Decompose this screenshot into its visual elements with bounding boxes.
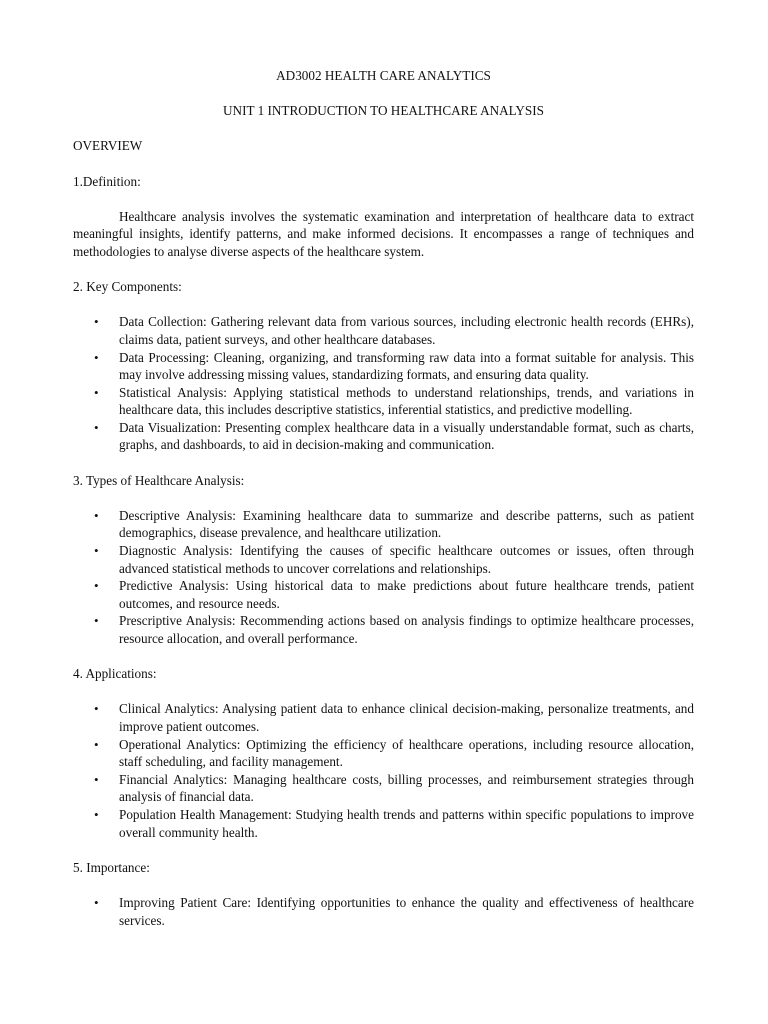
bullet-icon: • bbox=[94, 701, 99, 717]
importance-heading: 5. Importance: bbox=[73, 859, 150, 875]
list-item bbox=[73, 384, 694, 419]
list-item bbox=[73, 894, 694, 929]
list-item bbox=[73, 806, 694, 841]
bullet-icon: • bbox=[94, 771, 99, 787]
bullet-icon: • bbox=[94, 578, 99, 594]
bullet-icon: • bbox=[94, 507, 99, 523]
types-heading: 3. Types of Healthcare Analysis: bbox=[73, 472, 245, 488]
list-item-text: Data Visualization: Presenting complex healthcare data in a visually understandable format, such as charts, graphs, and dashboards, to aid in decision-making and communication. bbox=[119, 419, 694, 453]
list-item bbox=[73, 542, 694, 577]
list-item-text: Financial Analytics: Managing healthcare costs, billing processes, and reimbursement strategies through analysis of financial data. bbox=[119, 771, 694, 805]
bullet-icon: • bbox=[94, 419, 99, 435]
definition-heading: 1.Definition: bbox=[73, 173, 141, 189]
key-components-heading: 2. Key Components: bbox=[73, 279, 182, 295]
list-item bbox=[73, 612, 694, 647]
list-item-text: Diagnostic Analysis: Identifying the causes of specific healthcare outcomes or issues, often through advanced statistical methods to uncover correlations and relationships. bbox=[119, 543, 694, 576]
list-item-text: Predictive Analysis: Using historical data to make predictions about future healthcare trends, patient outcomes, and resource needs. bbox=[119, 578, 694, 611]
bullet-icon: • bbox=[94, 806, 99, 822]
list-item bbox=[73, 349, 694, 384]
list-item bbox=[73, 700, 694, 735]
list-item-text: Statistical Analysis: Applying statistical methods to understand relationships, trends, and variations in healthcare data, this includes descriptive statistics, inferential statistics, and predictive modelling. bbox=[119, 384, 694, 418]
list-item bbox=[73, 577, 694, 612]
unit-title: UNIT 1 INTRODUCTION TO HEALTHCARE ANALYSIS bbox=[223, 103, 544, 119]
list-item-text: Operational Analytics: Optimizing the efficiency of healthcare operations, including resource allocation, staff scheduling, and facility management. bbox=[119, 736, 694, 770]
list-item bbox=[73, 313, 694, 348]
bullet-icon: • bbox=[94, 349, 99, 365]
overview-heading: OVERVIEW bbox=[73, 138, 143, 154]
applications-list bbox=[73, 700, 694, 841]
bullet-icon: • bbox=[94, 894, 99, 910]
bullet-icon: • bbox=[94, 613, 99, 629]
list-item-text: Prescriptive Analysis: Recommending actions based on analysis findings to optimize healthcare processes, resource allocation, and overall performance. bbox=[119, 613, 694, 646]
importance-list bbox=[73, 894, 694, 929]
bullet-icon: • bbox=[94, 736, 99, 752]
list-item-text: Population Health Management: Studying health trends and patterns within specific populations to improve overall community health. bbox=[119, 806, 694, 840]
bullet-icon: • bbox=[94, 384, 99, 400]
list-item bbox=[73, 419, 694, 454]
bullet-icon: • bbox=[94, 543, 99, 559]
list-item bbox=[73, 736, 694, 771]
applications-heading: 4. Applications: bbox=[73, 666, 157, 682]
list-item-text: Descriptive Analysis: Examining healthcare data to summarize and describe patterns, such as patient demographics, disease prevalence, and healthcare utilization. bbox=[119, 507, 694, 541]
definition-paragraph: Healthcare analysis involves the systematic examination and interpretation of healthcare data to extract meaningful insights, identify patterns, and make informed decisions. It encompasses a range of techniques and methodologies to analyse diverse aspects of the healthcare system. bbox=[73, 208, 694, 259]
list-item-text: Improving Patient Care: Identifying opportunities to enhance the quality and effectiveness of healthcare services. bbox=[119, 894, 694, 928]
document-page bbox=[73, 67, 694, 929]
list-item-text: Clinical Analytics: Analysing patient data to enhance clinical decision-making, personalize treatments, and improve patient outcomes. bbox=[119, 701, 694, 734]
list-item bbox=[73, 771, 694, 806]
list-item-text: Data Processing: Cleaning, organizing, and transforming raw data into a format suitable for analysis. This may involve addressing missing values, standardizing formats, and ensuring data quality. bbox=[119, 349, 694, 383]
course-title: AD3002 HEALTH CARE ANALYTICS bbox=[276, 68, 491, 83]
types-list bbox=[73, 507, 694, 648]
key-components-list bbox=[73, 313, 694, 454]
list-item-text: Data Collection: Gathering relevant data from various sources, including electronic health records (EHRs), claims data, patient surveys, and other healthcare databases. bbox=[119, 314, 694, 347]
list-item bbox=[73, 507, 694, 542]
bullet-icon: • bbox=[94, 314, 99, 330]
